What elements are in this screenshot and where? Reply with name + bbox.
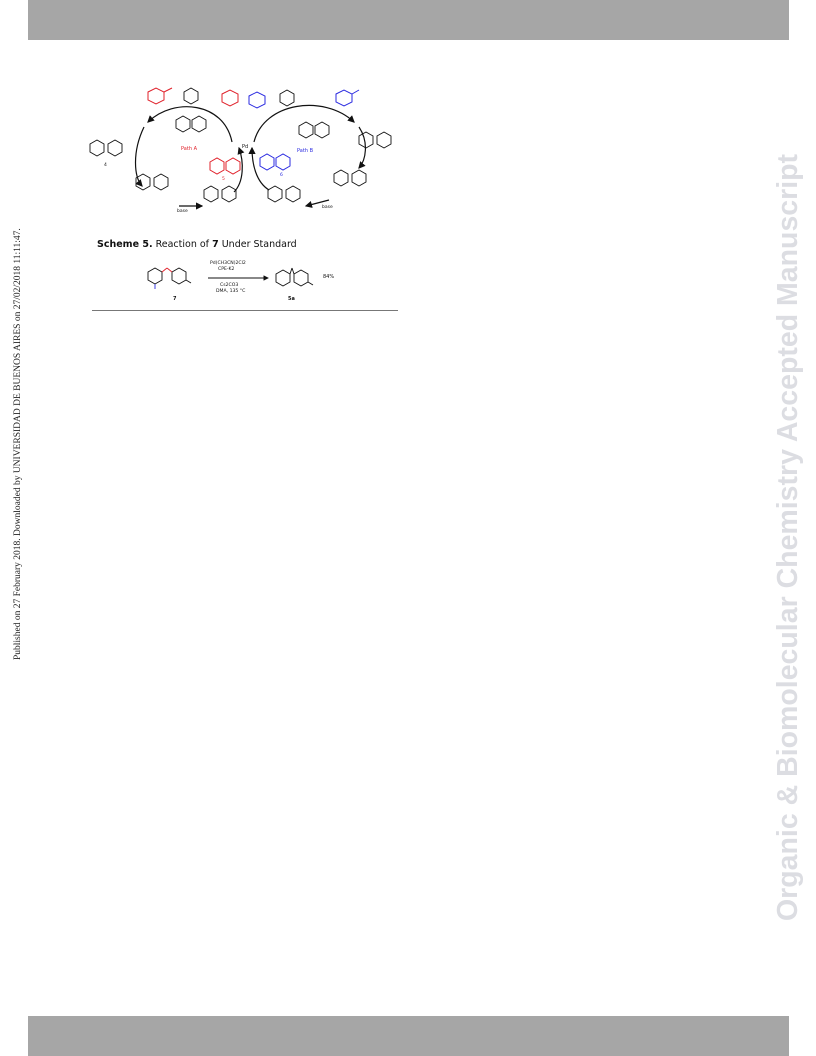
yield-label: 84% xyxy=(323,274,335,280)
left-return-arrow xyxy=(234,148,242,192)
footer-band xyxy=(28,1016,789,1056)
header-band xyxy=(28,0,789,40)
starting-material xyxy=(148,268,191,289)
blue-aryl-halide xyxy=(336,90,359,106)
pd-center-label: Pd xyxy=(242,144,249,150)
catalytic-cycle-scheme xyxy=(84,82,414,220)
reagent-line-1: Pd(CH3CN)2Cl2 xyxy=(210,261,246,266)
compound-4-label: 4 xyxy=(104,163,107,168)
caption-text-after: Under Standard xyxy=(221,239,297,250)
caption-text-before: Reaction of xyxy=(155,239,210,250)
product xyxy=(276,268,313,286)
red-aryl-halide-2 xyxy=(222,90,238,106)
base-left-label: base xyxy=(177,209,188,214)
section-divider xyxy=(92,310,398,311)
product-label: 5a xyxy=(288,296,295,302)
path-b-label: Path B xyxy=(297,148,314,154)
caption-compound: 7 xyxy=(212,239,219,250)
start-label: 7 xyxy=(173,296,177,302)
reaction-scheme xyxy=(140,256,350,308)
base-right-label: base xyxy=(322,205,333,210)
blue-aryl xyxy=(249,92,265,108)
scheme-caption xyxy=(97,239,297,250)
reagent-line-2: CPE-K2 xyxy=(218,267,235,272)
reagent-line-3: Cs2CO3 xyxy=(220,283,239,288)
compound-5-label: 5 xyxy=(222,177,225,182)
red-dibenzofuran xyxy=(210,158,240,174)
red-aryl-halide xyxy=(148,88,172,104)
publication-note: Published on 27 February 2018. Downloaded by UNIVERSIDAD DE BUENOS AIRES on 27/02/2018 11:11:47. xyxy=(13,228,23,660)
path-a-label: Path A xyxy=(181,146,197,152)
caption-prefix: Scheme 5. xyxy=(97,239,153,250)
blue-carbazole xyxy=(260,154,290,170)
reagent-line-4: DMA, 135 °C xyxy=(216,289,246,294)
compound-6-label: 6 xyxy=(280,173,283,178)
accepted-manuscript-watermark: Organic & Biomolecular Chemistry Accepted Manuscript xyxy=(772,153,804,921)
